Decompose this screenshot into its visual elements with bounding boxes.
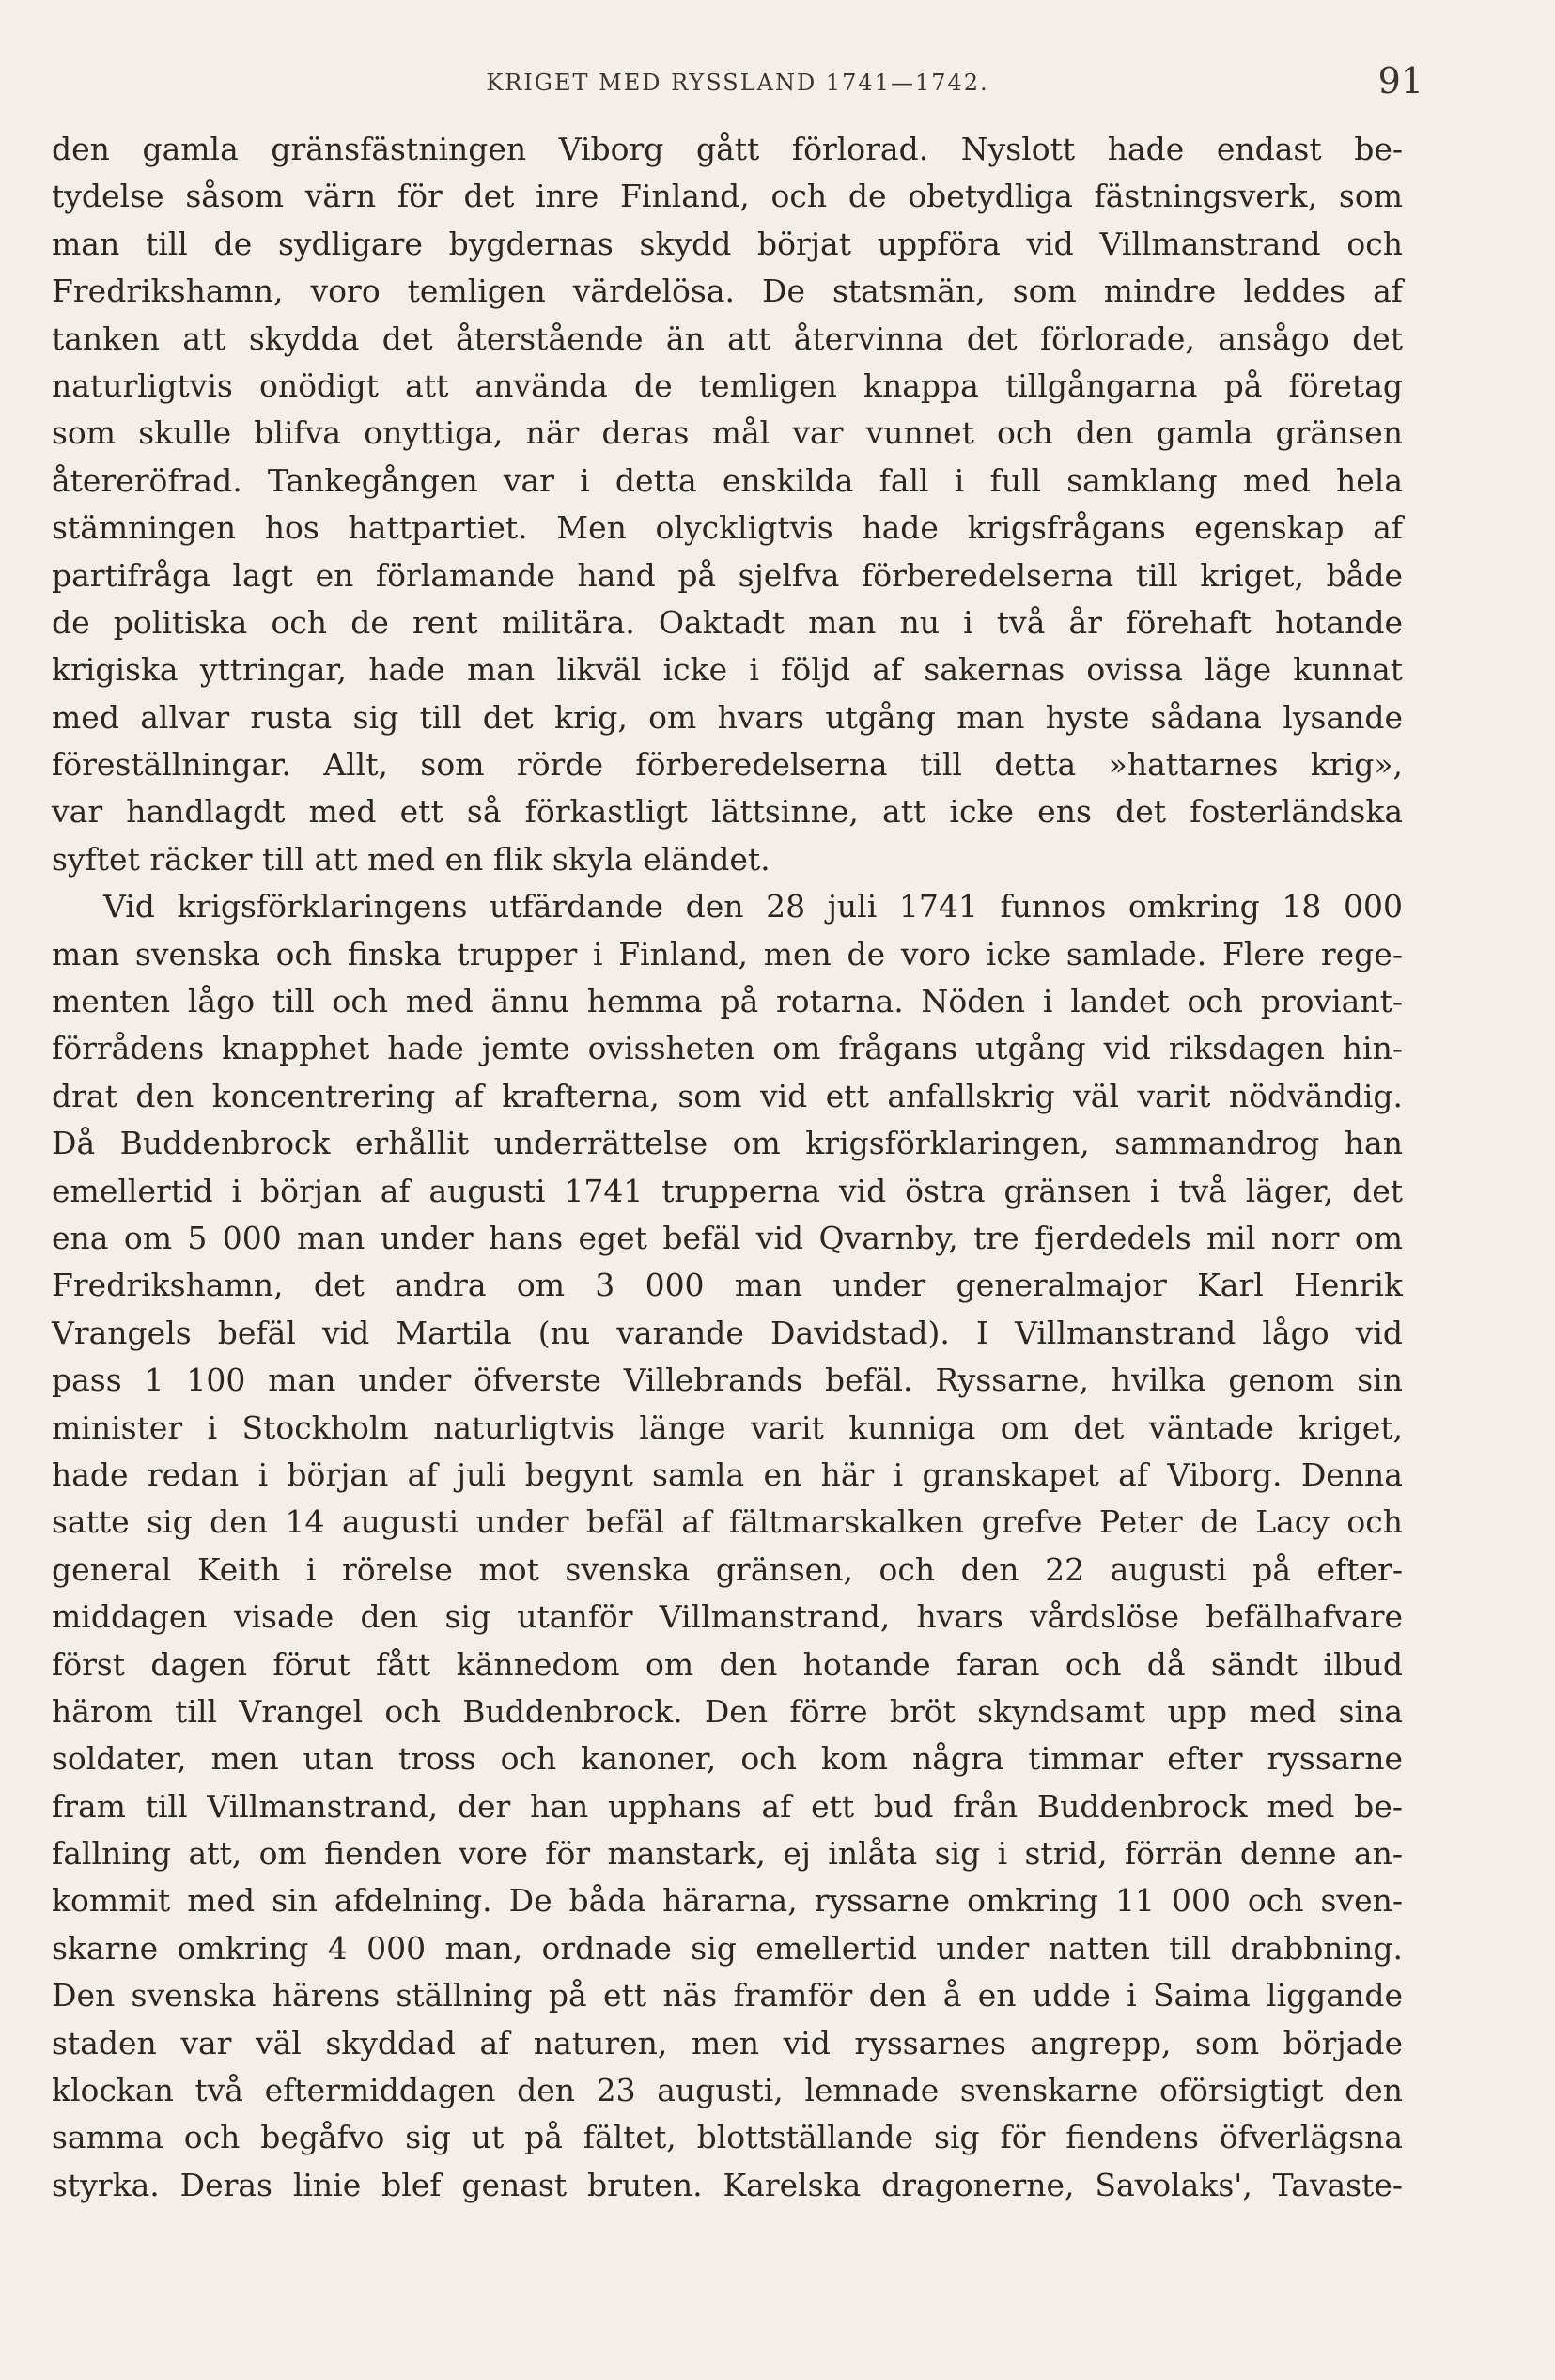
text-line: skarne omkring 4 000 man, ordnade sig emellertid under natten till drabbning.	[52, 1929, 1403, 1967]
text-line: fallning att, om fienden vore för manstark, ej inlåta sig i strid, förrän denne an-	[52, 1835, 1403, 1873]
text-line: de politiska och de rent militära. Oaktadt man nu i två år förehaft hotande	[52, 603, 1403, 641]
text-line: man svenska och finska trupper i Finland, men de voro icke samlade. Flere rege-	[52, 935, 1403, 972]
paragraph-first-line: Vid krigsförklaringens utfärdande den 28 juli 1741 funnos omkring 18 000	[103, 888, 1403, 926]
text-line: staden var väl skyddad af naturen, men vid ryssarnes angrepp, som började	[52, 2024, 1403, 2061]
text-line: fram till Villmanstrand, der han upphans af ett bud från Buddenbrock med be-	[52, 1787, 1403, 1825]
text-line: man till de sydligare bygdernas skydd börjat uppföra vid Villmanstrand och	[52, 225, 1403, 262]
body-text	[52, 126, 1403, 2209]
text-line: Då Buddenbrock erhållit underrättelse om krigsförklaringen, sammandrog han	[52, 1125, 1403, 1162]
text-line: tydelse såsom värn för det inre Finland, och de obetydliga fästningsverk, som	[52, 178, 1403, 215]
running-head-title: KRIGET MED RYSSLAND 1741—1742.	[486, 70, 989, 96]
text-line: general Keith i rörelse mot svenska gränsen, och den 22 augusti på efter-	[52, 1550, 1403, 1588]
text-line: först dagen förut fått kännedom om den hotande faran och då sändt ilbud	[52, 1645, 1403, 1683]
text-line: förrådens knapphet hade jemte ovissheten om frågans utgång vid riksdagen hin-	[52, 1030, 1403, 1067]
text-line: middagen visade den sig utanför Villmanstrand, hvars vårdslöse befälhafvare	[52, 1598, 1403, 1636]
text-line: syftet räcker till att med en flik skyla eländet.	[52, 840, 770, 878]
text-line: som skulle blifva onyttiga, när deras mål var vunnet och den gamla gränsen	[52, 414, 1403, 452]
text-line: styrka. Deras linie blef genast bruten. Karelska dragonerne, Savolaks', Tavaste-	[52, 2166, 1403, 2203]
text-line: Den svenska härens ställning på ett näs framför den å en udde i Saima liggande	[52, 1977, 1403, 2014]
text-line: återeröfrad. Tankegången var i detta enskilda fall i full samklang med hela	[52, 461, 1403, 499]
text-line: satte sig den 14 augusti under befäl af fältmarskalken grefve Peter de Lacy och	[52, 1503, 1403, 1541]
text-line: soldater, men utan tross och kanoner, och kom några timmar efter ryssarne	[52, 1740, 1403, 1778]
text-line: föreställningar. Allt, som rörde förberedelserna till detta »hattarnes krig»,	[52, 746, 1403, 784]
text-line: med allvar rusta sig till det krig, om hvars utgång man hyste sådana lysande	[52, 698, 1403, 736]
text-line: härom till Vrangel och Buddenbrock. Den förre bröt skyndsamt upp med sina	[52, 1692, 1403, 1730]
text-line: krigiska yttringar, hade man likväl icke i följd af sakernas ovissa läge kunnat	[52, 651, 1403, 689]
text-line: minister i Stockholm naturligtvis länge varit kunniga om det väntade kriget,	[52, 1408, 1403, 1446]
text-line: emellertid i början af augusti 1741 trupperna vid östra gränsen i två läger, det	[52, 1172, 1403, 1209]
text-line: var handlagdt med ett så förkastligt lättsinne, att icke ens det fosterländska	[52, 793, 1403, 831]
text-line: ena om 5 000 man under hans eget befäl vid Qvarnby, tre fjerdedels mil norr om	[52, 1219, 1403, 1256]
text-line: Fredrikshamn, voro temligen värdelösa. De statsmän, som mindre leddes af	[52, 272, 1403, 310]
text-line: partifråga lagt en förlamande hand på sjelfva förberedelserna till kriget, både	[52, 556, 1403, 594]
text-line: menten lågo till och med ännu hemma på rotarna. Nöden i landet och proviant-	[52, 983, 1403, 1020]
text-line: drat den koncentrering af krafterna, som vid ett anfallskrig väl varit nödvändig.	[52, 1077, 1403, 1114]
text-line: pass 1 100 man under öfverste Villebrands befäl. Ryssarne, hvilka genom sin	[52, 1361, 1403, 1399]
text-line: Fredrikshamn, det andra om 3 000 man under generalmajor Karl Henrik	[52, 1267, 1403, 1304]
text-line: kommit med sin afdelning. De båda härarna, ryssarne omkring 11 000 och sven-	[52, 1882, 1403, 1920]
page-number: 91	[1377, 60, 1423, 101]
text-line: den gamla gränsfästningen Viborg gått förlorad. Nyslott hade endast be-	[52, 131, 1403, 167]
running-head	[52, 60, 1423, 117]
text-line: Vrangels befäl vid Martila (nu varande Davidstad). I Villmanstrand lågo vid	[52, 1314, 1403, 1351]
text-line: samma och begåfvo sig ut på fältet, blottställande sig för fiendens öfverlägsna	[52, 2119, 1403, 2156]
text-line: hade redan i början af juli begynt samla en här i granskapet af Viborg. Denna	[52, 1455, 1403, 1493]
text-line: tanken att skydda det återstående än att återvinna det förlorade, ansågo det	[52, 319, 1403, 357]
text-line: stämningen hos hattpartiet. Men olyckligtvis hade krigsfrågans egenskap af	[52, 509, 1403, 547]
text-line: naturligtvis onödigt att använda de temligen knappa tillgångarna på företag	[52, 366, 1403, 404]
text-line: klockan två eftermiddagen den 23 augusti, lemnade svenskarne oförsigtigt den	[52, 2072, 1403, 2109]
